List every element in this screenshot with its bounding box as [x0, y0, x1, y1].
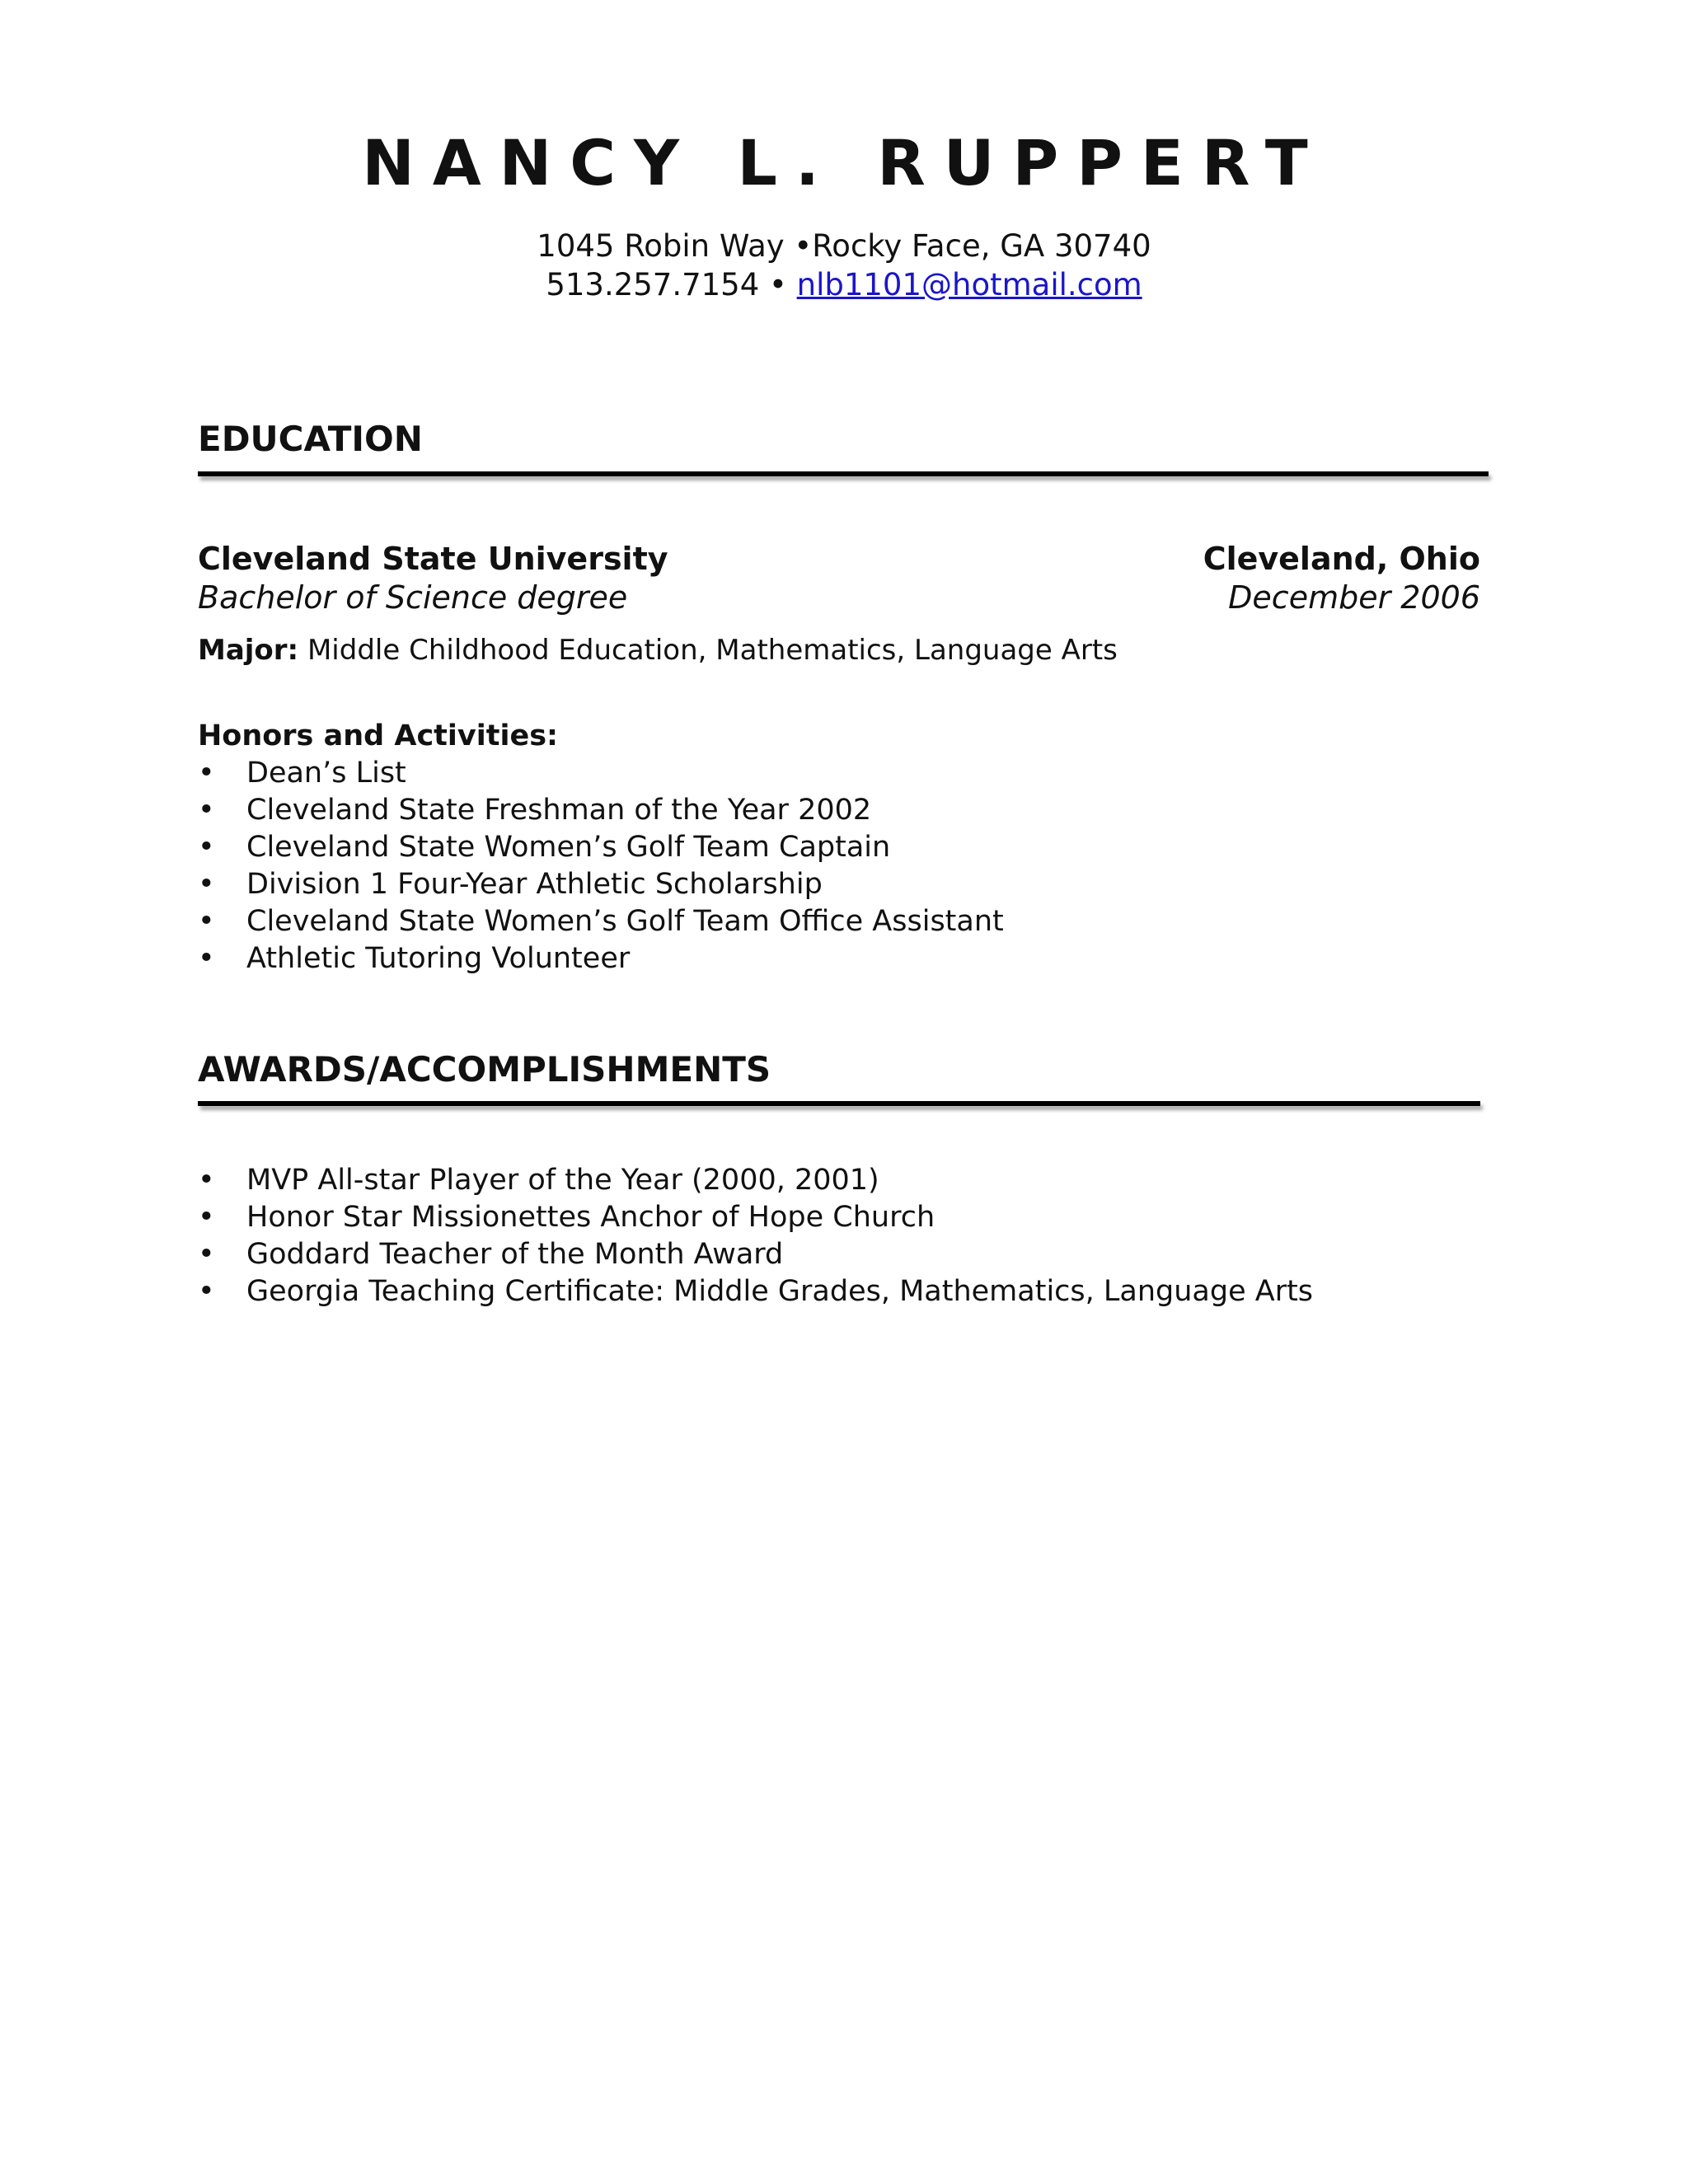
contact-address: 1045 Robin Way •Rocky Face, GA 30740	[537, 228, 1151, 264]
awards-divider	[198, 1101, 1480, 1106]
bullet-icon: •	[198, 1238, 215, 1271]
honor-text: Cleveland State Women’s Golf Team Captain	[246, 831, 891, 864]
major-line	[198, 634, 1118, 667]
awards-heading: AWARDS/ACCOMPLISHMENTS	[198, 1049, 771, 1090]
education-heading: EDUCATION	[198, 419, 423, 459]
bullet-icon: •	[198, 905, 215, 938]
email-link[interactable]: nlb1101@hotmail.com	[796, 267, 1142, 302]
honor-text: Cleveland State Freshman of the Year 2002	[246, 794, 872, 827]
contact-separator: •	[769, 267, 787, 302]
bullet-icon: •	[198, 1275, 215, 1308]
school-name: Cleveland State University	[198, 541, 668, 577]
bullet-icon: •	[198, 794, 215, 827]
honor-text: Division 1 Four-Year Athletic Scholarship	[246, 868, 823, 901]
contact-line	[0, 269, 1688, 300]
bullet-icon: •	[198, 831, 215, 864]
award-text: Georgia Teaching Certificate: Middle Grades, Mathematics, Language Arts	[246, 1275, 1314, 1308]
award-text: Honor Star Missionettes Anchor of Hope Church	[246, 1201, 935, 1234]
education-divider	[198, 471, 1489, 476]
graduation-date: December 2006	[1228, 579, 1480, 616]
bullet-icon: •	[198, 1164, 215, 1197]
honor-text: Athletic Tutoring Volunteer	[246, 942, 631, 975]
bullet-icon: •	[198, 942, 215, 975]
major-label: Major:	[198, 634, 299, 667]
honor-text: Dean’s List	[246, 757, 406, 790]
honors-heading: Honors and Activities:	[198, 719, 559, 752]
honor-text: Cleveland State Women’s Golf Team Office Assistant	[246, 905, 1004, 938]
award-text: Goddard Teacher of the Month Award	[246, 1238, 784, 1271]
bullet-icon: •	[198, 868, 215, 901]
contact-phone: 513.257.7154	[546, 267, 760, 302]
bullet-icon: •	[198, 757, 215, 790]
degree-name: Bachelor of Science degree	[198, 579, 628, 616]
bullet-icon: •	[198, 1201, 215, 1234]
school-location: Cleveland, Ohio	[1203, 541, 1480, 577]
award-text: MVP All-star Player of the Year (2000, 2001)	[246, 1164, 879, 1197]
resume-name: NANCY L. RUPPERT	[362, 126, 1326, 199]
major-value: Middle Childhood Education, Mathematics, Language Arts	[307, 634, 1118, 667]
